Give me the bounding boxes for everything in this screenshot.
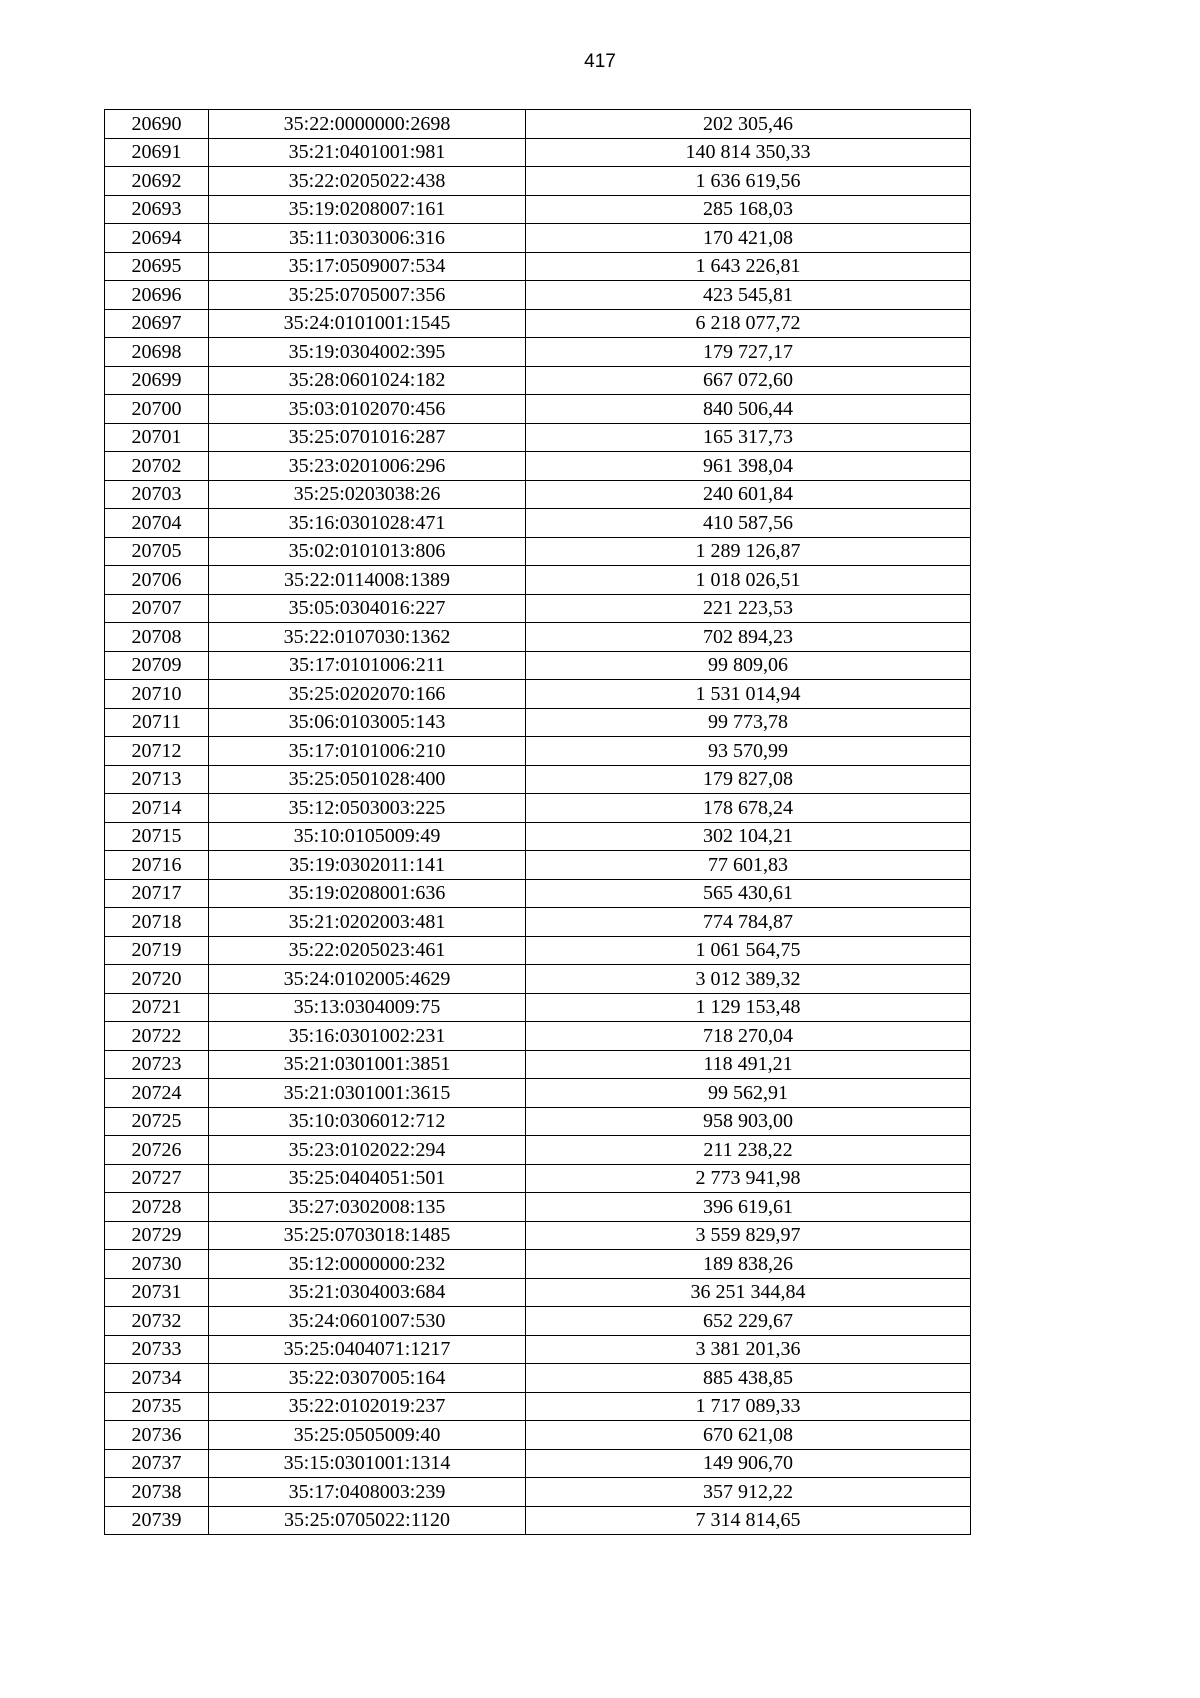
cadastral-number-cell: 35:21:0401001:981 (209, 138, 526, 167)
cadastral-number-cell: 35:21:0301001:3615 (209, 1079, 526, 1108)
cadastral-value-cell: 885 438,85 (526, 1364, 971, 1393)
cadastral-number-cell: 35:25:0703018:1485 (209, 1221, 526, 1250)
cadastral-number-cell: 35:13:0304009:75 (209, 993, 526, 1022)
cadastral-value-cell: 961 398,04 (526, 452, 971, 481)
cadastral-number-cell: 35:22:0114008:1389 (209, 566, 526, 595)
row-number-cell: 20720 (105, 965, 209, 994)
row-number-cell: 20699 (105, 366, 209, 395)
table-row (105, 594, 971, 623)
cadastral-number-cell: 35:12:0000000:232 (209, 1250, 526, 1279)
cadastral-value-cell: 7 314 814,65 (526, 1506, 971, 1535)
cadastral-number-cell: 35:22:0102019:237 (209, 1392, 526, 1421)
cadastral-number-cell: 35:25:0202070:166 (209, 680, 526, 709)
table-row (105, 1107, 971, 1136)
cadastral-number-cell: 35:10:0105009:49 (209, 822, 526, 851)
row-number-cell: 20724 (105, 1079, 209, 1108)
row-number-cell: 20711 (105, 708, 209, 737)
row-number-cell: 20733 (105, 1335, 209, 1364)
table-row (105, 1164, 971, 1193)
table-row (105, 1307, 971, 1336)
cadastral-value-cell: 3 012 389,32 (526, 965, 971, 994)
cadastral-number-cell: 35:24:0101001:1545 (209, 309, 526, 338)
row-number-cell: 20697 (105, 309, 209, 338)
cadastral-number-cell: 35:25:0404071:1217 (209, 1335, 526, 1364)
cadastral-value-cell: 178 678,24 (526, 794, 971, 823)
cadastral-value-cell: 36 251 344,84 (526, 1278, 971, 1307)
table-row (105, 794, 971, 823)
row-number-cell: 20732 (105, 1307, 209, 1336)
cadastral-value-cell: 179 727,17 (526, 338, 971, 367)
cadastral-value-cell: 99 809,06 (526, 651, 971, 680)
cadastral-number-cell: 35:19:0304002:395 (209, 338, 526, 367)
cadastral-value-cell: 1 018 026,51 (526, 566, 971, 595)
row-number-cell: 20727 (105, 1164, 209, 1193)
cadastral-number-cell: 35:21:0301001:3851 (209, 1050, 526, 1079)
cadastral-number-cell: 35:19:0208001:636 (209, 879, 526, 908)
row-number-cell: 20710 (105, 680, 209, 709)
table-body (105, 110, 971, 1535)
cadastral-number-cell: 35:25:0705007:356 (209, 281, 526, 310)
cadastral-number-cell: 35:23:0102022:294 (209, 1136, 526, 1165)
cadastral-value-cell: 652 229,67 (526, 1307, 971, 1336)
table-row (105, 281, 971, 310)
table-row (105, 965, 971, 994)
cadastral-number-cell: 35:16:0301002:231 (209, 1022, 526, 1051)
table-row (105, 138, 971, 167)
row-number-cell: 20737 (105, 1449, 209, 1478)
cadastral-number-cell: 35:22:0107030:1362 (209, 623, 526, 652)
cadastral-value-cell: 774 784,87 (526, 908, 971, 937)
cadastral-value-cell: 99 562,91 (526, 1079, 971, 1108)
table-row (105, 1022, 971, 1051)
row-number-cell: 20701 (105, 423, 209, 452)
row-number-cell: 20692 (105, 167, 209, 196)
cadastral-value-cell: 1 289 126,87 (526, 537, 971, 566)
table-row (105, 708, 971, 737)
row-number-cell: 20719 (105, 936, 209, 965)
cadastral-number-cell: 35:21:0202003:481 (209, 908, 526, 937)
row-number-cell: 20718 (105, 908, 209, 937)
row-number-cell: 20738 (105, 1478, 209, 1507)
row-number-cell: 20721 (105, 993, 209, 1022)
cadastral-number-cell: 35:11:0303006:316 (209, 224, 526, 253)
cadastral-number-cell: 35:21:0304003:684 (209, 1278, 526, 1307)
table-row (105, 224, 971, 253)
cadastral-number-cell: 35:25:0501028:400 (209, 765, 526, 794)
table-row (105, 537, 971, 566)
row-number-cell: 20704 (105, 509, 209, 538)
cadastral-value-cell: 285 168,03 (526, 195, 971, 224)
cadastral-number-cell: 35:19:0302011:141 (209, 851, 526, 880)
cadastral-value-cell: 118 491,21 (526, 1050, 971, 1079)
row-number-cell: 20703 (105, 480, 209, 509)
cadastral-number-cell: 35:25:0203038:26 (209, 480, 526, 509)
cadastral-value-cell: 667 072,60 (526, 366, 971, 395)
cadastral-value-cell: 958 903,00 (526, 1107, 971, 1136)
cadastral-value-cell: 202 305,46 (526, 110, 971, 139)
cadastral-value-cell: 423 545,81 (526, 281, 971, 310)
row-number-cell: 20690 (105, 110, 209, 139)
cadastral-value-cell: 149 906,70 (526, 1449, 971, 1478)
cadastral-value-cell: 221 223,53 (526, 594, 971, 623)
row-number-cell: 20722 (105, 1022, 209, 1051)
row-number-cell: 20712 (105, 737, 209, 766)
row-number-cell: 20731 (105, 1278, 209, 1307)
table-row (105, 1421, 971, 1450)
cadastral-value-cell: 3 559 829,97 (526, 1221, 971, 1250)
table-row (105, 993, 971, 1022)
cadastral-number-cell: 35:17:0101006:211 (209, 651, 526, 680)
row-number-cell: 20706 (105, 566, 209, 595)
cadastral-number-cell: 35:22:0000000:2698 (209, 110, 526, 139)
table-row (105, 1364, 971, 1393)
table-row (105, 309, 971, 338)
table-row (105, 366, 971, 395)
row-number-cell: 20691 (105, 138, 209, 167)
cadastral-number-cell: 35:17:0509007:534 (209, 252, 526, 281)
table-row (105, 1335, 971, 1364)
cadastral-number-cell: 35:25:0705022:1120 (209, 1506, 526, 1535)
table-row (105, 566, 971, 595)
cadastral-number-cell: 35:22:0205023:461 (209, 936, 526, 965)
cadastral-value-cell: 565 430,61 (526, 879, 971, 908)
table-row (105, 195, 971, 224)
row-number-cell: 20714 (105, 794, 209, 823)
table-row (105, 822, 971, 851)
row-number-cell: 20702 (105, 452, 209, 481)
cadastral-value-cell: 1 636 619,56 (526, 167, 971, 196)
table-row (105, 1079, 971, 1108)
table-row (105, 452, 971, 481)
table-row (105, 110, 971, 139)
row-number-cell: 20723 (105, 1050, 209, 1079)
row-number-cell: 20728 (105, 1193, 209, 1222)
cadastral-value-cell: 840 506,44 (526, 395, 971, 424)
cadastral-value-cell: 170 421,08 (526, 224, 971, 253)
cadastral-number-cell: 35:22:0205022:438 (209, 167, 526, 196)
cadastral-value-cell: 410 587,56 (526, 509, 971, 538)
cadastral-number-cell: 35:25:0701016:287 (209, 423, 526, 452)
table-row (105, 651, 971, 680)
cadastral-number-cell: 35:24:0102005:4629 (209, 965, 526, 994)
table-row (105, 1392, 971, 1421)
row-number-cell: 20716 (105, 851, 209, 880)
cadastral-number-cell: 35:27:0302008:135 (209, 1193, 526, 1222)
cadastral-number-cell: 35:16:0301028:471 (209, 509, 526, 538)
table-row (105, 1506, 971, 1535)
row-number-cell: 20693 (105, 195, 209, 224)
table-row (105, 623, 971, 652)
table-row (105, 680, 971, 709)
row-number-cell: 20696 (105, 281, 209, 310)
table-row (105, 737, 971, 766)
cadastral-value-cell: 1 129 153,48 (526, 993, 971, 1022)
row-number-cell: 20717 (105, 879, 209, 908)
cadastral-value-cell: 1 531 014,94 (526, 680, 971, 709)
cadastral-value-cell: 718 270,04 (526, 1022, 971, 1051)
cadastral-value-cell: 357 912,22 (526, 1478, 971, 1507)
row-number-cell: 20708 (105, 623, 209, 652)
row-number-cell: 20729 (105, 1221, 209, 1250)
row-number-cell: 20715 (105, 822, 209, 851)
table-row (105, 338, 971, 367)
cadastral-number-cell: 35:02:0101013:806 (209, 537, 526, 566)
cadastral-value-cell: 99 773,78 (526, 708, 971, 737)
table-row (105, 509, 971, 538)
cadastral-number-cell: 35:12:0503003:225 (209, 794, 526, 823)
cadastral-value-cell: 3 381 201,36 (526, 1335, 971, 1364)
row-number-cell: 20700 (105, 395, 209, 424)
cadastral-value-cell: 396 619,61 (526, 1193, 971, 1222)
cadastral-value-cell: 670 621,08 (526, 1421, 971, 1450)
cadastral-number-cell: 35:03:0102070:456 (209, 395, 526, 424)
table-row (105, 167, 971, 196)
table-row (105, 1478, 971, 1507)
table-row (105, 1136, 971, 1165)
row-number-cell: 20739 (105, 1506, 209, 1535)
row-number-cell: 20705 (105, 537, 209, 566)
row-number-cell: 20725 (105, 1107, 209, 1136)
row-number-cell: 20735 (105, 1392, 209, 1421)
cadastral-value-cell: 93 570,99 (526, 737, 971, 766)
cadastral-number-cell: 35:22:0307005:164 (209, 1364, 526, 1393)
table-row (105, 1449, 971, 1478)
cadastral-value-cell: 211 238,22 (526, 1136, 971, 1165)
cadastral-number-cell: 35:23:0201006:296 (209, 452, 526, 481)
table-row (105, 936, 971, 965)
table-row (105, 1221, 971, 1250)
cadastral-value-cell: 77 601,83 (526, 851, 971, 880)
cadastral-number-cell: 35:25:0404051:501 (209, 1164, 526, 1193)
cadastral-number-cell: 35:06:0103005:143 (209, 708, 526, 737)
table-row (105, 908, 971, 937)
row-number-cell: 20698 (105, 338, 209, 367)
cadastral-number-cell: 35:15:0301001:1314 (209, 1449, 526, 1478)
row-number-cell: 20734 (105, 1364, 209, 1393)
cadastral-value-cell: 302 104,21 (526, 822, 971, 851)
cadastral-value-cell: 140 814 350,33 (526, 138, 971, 167)
cadastral-number-cell: 35:17:0408003:239 (209, 1478, 526, 1507)
table-row (105, 1250, 971, 1279)
row-number-cell: 20709 (105, 651, 209, 680)
cadastral-number-cell: 35:24:0601007:530 (209, 1307, 526, 1336)
row-number-cell: 20736 (105, 1421, 209, 1450)
table-row (105, 851, 971, 880)
cadastral-value-cell: 240 601,84 (526, 480, 971, 509)
table-row (105, 1050, 971, 1079)
table-row (105, 395, 971, 424)
cadastral-value-table (104, 109, 971, 1535)
table-row (105, 765, 971, 794)
cadastral-number-cell: 35:28:0601024:182 (209, 366, 526, 395)
cadastral-value-cell: 179 827,08 (526, 765, 971, 794)
cadastral-value-cell: 189 838,26 (526, 1250, 971, 1279)
cadastral-value-cell: 165 317,73 (526, 423, 971, 452)
table-row (105, 1278, 971, 1307)
cadastral-value-cell: 702 894,23 (526, 623, 971, 652)
table-row (105, 252, 971, 281)
row-number-cell: 20713 (105, 765, 209, 794)
cadastral-number-cell: 35:17:0101006:210 (209, 737, 526, 766)
cadastral-value-cell: 2 773 941,98 (526, 1164, 971, 1193)
cadastral-value-cell: 1 643 226,81 (526, 252, 971, 281)
table-row (105, 480, 971, 509)
row-number-cell: 20730 (105, 1250, 209, 1279)
cadastral-value-cell: 1 061 564,75 (526, 936, 971, 965)
cadastral-number-cell: 35:05:0304016:227 (209, 594, 526, 623)
page-number: 417 (584, 51, 616, 72)
cadastral-value-cell: 1 717 089,33 (526, 1392, 971, 1421)
table-row (105, 423, 971, 452)
row-number-cell: 20707 (105, 594, 209, 623)
cadastral-number-cell: 35:19:0208007:161 (209, 195, 526, 224)
row-number-cell: 20694 (105, 224, 209, 253)
table-row (105, 1193, 971, 1222)
cadastral-number-cell: 35:10:0306012:712 (209, 1107, 526, 1136)
cadastral-value-cell: 6 218 077,72 (526, 309, 971, 338)
row-number-cell: 20695 (105, 252, 209, 281)
table-row (105, 879, 971, 908)
cadastral-number-cell: 35:25:0505009:40 (209, 1421, 526, 1450)
row-number-cell: 20726 (105, 1136, 209, 1165)
